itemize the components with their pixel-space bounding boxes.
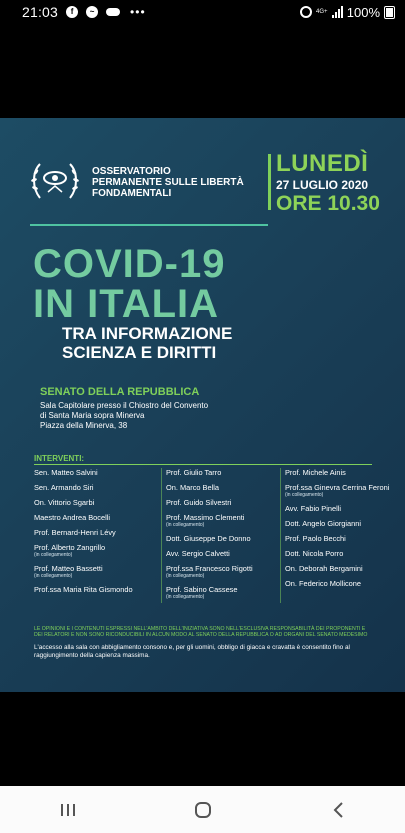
speaker-item — [166, 513, 281, 528]
speaker-note: (in collegamento) — [166, 522, 205, 528]
speaker-name: Prof. Bernard-Henri Lévy — [34, 528, 116, 537]
speaker-name: Prof.ssa Francesco Rigotti — [166, 564, 253, 573]
speaker-name: Avv. Fabio Pinelli — [285, 504, 342, 513]
messenger-icon: ~ — [86, 6, 98, 18]
speaker-item — [34, 468, 159, 477]
speaker-note: (in collegamento) — [166, 573, 205, 579]
speaker-name: Prof. Giulio Tarro — [166, 468, 222, 477]
battery-icon — [384, 6, 395, 19]
back-icon — [332, 802, 344, 818]
speaker-name: On. Vittorio Sgarbi — [34, 498, 95, 507]
speaker-item — [285, 564, 385, 573]
speaker-item — [34, 585, 159, 594]
event-subtitle: TRA INFORMAZIONE SCIENZA E DIRITTI — [62, 324, 233, 362]
network-type: 4G+ — [315, 9, 328, 15]
speaker-item — [285, 504, 385, 513]
speaker-item — [166, 468, 281, 477]
speaker-name: Prof.ssa Maria Rita Gismondo — [34, 585, 133, 594]
recent-apps-button[interactable] — [48, 790, 88, 830]
speaker-item — [285, 549, 385, 558]
disclaimer-text: LE OPINIONI E I CONTENUTI ESPRESSI NELL'AMBITO DELL'INIZIATIVA SONO NELL'ESCLUSIVA RESPONSABILITÀ DEI PROPONENTI E DEI RELATORI E NON SONO RICONDUCIBILI IN ALCUN MODO AL SENATO DELLA REPUBBLICA O AD ORGANI DEL SENATO MEDESIMO — [34, 626, 368, 639]
speaker-name: Dott. Giuseppe De Donno — [166, 534, 251, 543]
venue-address: Sala Capitolare presso il Chiostro del Convento di Santa Maria sopra Minerva Piazza della Minerva, 38 — [40, 401, 209, 430]
speaker-name: Prof. Sabino Cassese — [166, 585, 238, 594]
back-button[interactable] — [318, 790, 358, 830]
speaker-name: Prof. Alberto Zangrillo — [34, 543, 106, 552]
speaker-name: On. Federico Mollicone — [285, 579, 361, 588]
event-time: ORE 10.30 — [276, 192, 380, 215]
speaker-note: (in collegamento) — [34, 573, 73, 579]
speaker-name: Prof. Massimo Clementi — [166, 513, 245, 522]
speaker-name: Prof. Paolo Becchi — [285, 534, 346, 543]
speakers-heading: INTERVENTI: — [34, 454, 85, 463]
speaker-item — [34, 528, 159, 537]
speaker-item — [34, 564, 159, 579]
speaker-item — [34, 498, 159, 507]
speakers-column-2 — [166, 468, 281, 606]
speaker-item — [285, 483, 390, 498]
cloud-icon — [106, 8, 120, 16]
speaker-item — [285, 519, 385, 528]
speaker-item — [166, 483, 281, 492]
alarm-icon — [300, 6, 312, 18]
venue-name: SENATO DELLA REPUBBLICA — [40, 386, 200, 398]
status-bar — [0, 0, 405, 24]
speaker-name: Prof. Guido Silvestri — [166, 498, 232, 507]
navigation-bar — [0, 786, 405, 833]
speaker-item — [285, 579, 385, 588]
speaker-name: Dott. Nicola Porro — [285, 549, 344, 558]
speaker-item — [166, 498, 281, 507]
speaker-name: Sen. Matteo Salvini — [34, 468, 98, 477]
more-notifications-icon: ••• — [130, 5, 146, 19]
speaker-note: (in collegamento) — [285, 492, 324, 498]
speaker-item — [166, 549, 281, 558]
speakers-column-3 — [285, 468, 390, 594]
signal-icon — [332, 6, 343, 18]
event-poster[interactable] — [0, 118, 405, 692]
home-icon — [194, 801, 212, 819]
event-day: LUNEDÌ — [276, 150, 369, 177]
recent-apps-icon — [60, 803, 76, 817]
laurel-eye-logo-icon — [30, 158, 80, 202]
speaker-item — [285, 468, 385, 477]
speaker-item — [285, 534, 385, 543]
speaker-note: (in collegamento) — [34, 552, 73, 558]
speaker-name: Avv. Sergio Calvetti — [166, 549, 230, 558]
access-note: L'accesso alla sala con abbigliamento consono e, per gli uomini, obbligo di giacca e cravatta è consentito fino al raggiungimento della capienza massima. — [34, 644, 350, 659]
speaker-name: Prof.ssa Ginevra Cerrina Feroni — [285, 483, 390, 492]
speaker-note: (in collegamento) — [166, 594, 205, 600]
speaker-item — [166, 534, 281, 543]
organization-name: OSSERVATORIO PERMANENTE SULLE LIBERTÀ FONDAMENTALI — [92, 166, 244, 199]
divider — [34, 464, 372, 465]
event-title: COVID-19 IN ITALIA — [33, 242, 226, 326]
event-date — [268, 150, 386, 214]
speaker-name: Dott. Angelo Giorgianni — [285, 519, 362, 528]
status-time: 21:03 — [22, 4, 59, 20]
speaker-name: Maestro Andrea Bocelli — [34, 513, 110, 522]
speakers-column-1 — [34, 468, 159, 600]
speaker-name: On. Marco Bella — [166, 483, 219, 492]
battery-level: 100% — [346, 4, 380, 20]
home-button[interactable] — [183, 790, 223, 830]
speaker-item — [166, 564, 281, 579]
speaker-item — [34, 483, 159, 492]
speaker-name: Prof. Matteo Bassetti — [34, 564, 103, 573]
speaker-item — [166, 585, 281, 600]
speaker-name: Prof. Michele Ainis — [285, 468, 346, 477]
event-date-text: 27 LUGLIO 2020 — [276, 178, 369, 192]
speaker-item — [34, 543, 159, 558]
speaker-name: Sen. Armando Siri — [34, 483, 94, 492]
divider — [30, 224, 268, 226]
speaker-item — [34, 513, 159, 522]
facebook-icon: f — [66, 6, 78, 18]
speaker-name: On. Deborah Bergamini — [285, 564, 363, 573]
